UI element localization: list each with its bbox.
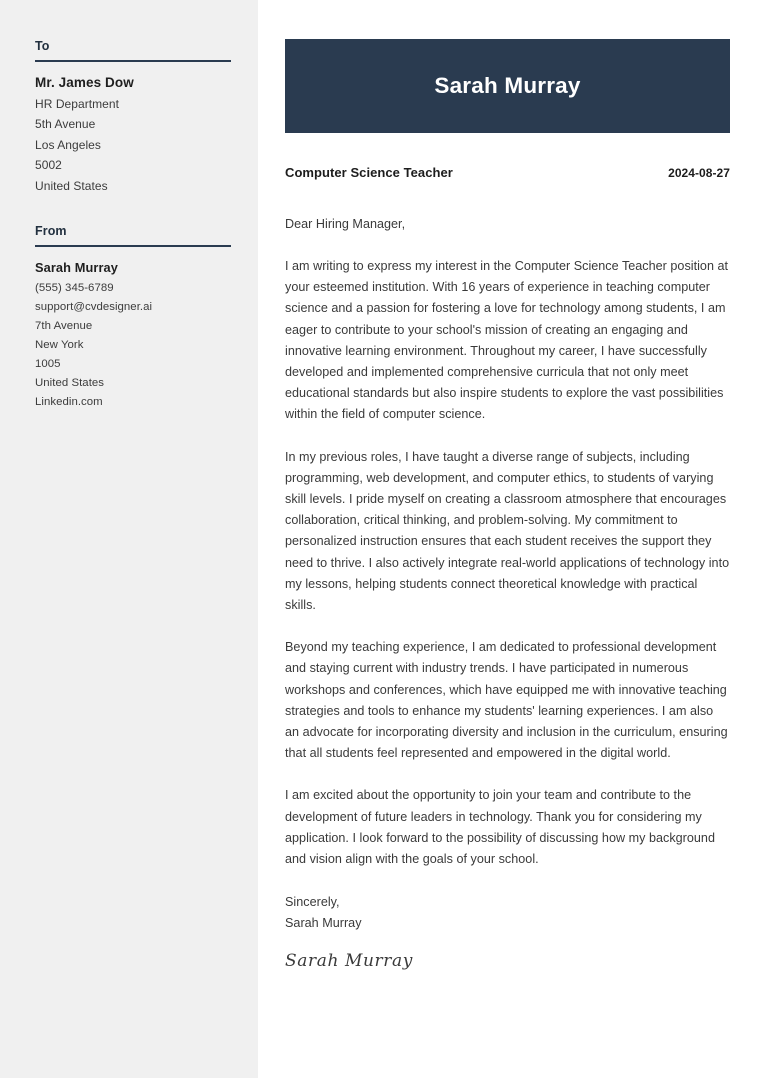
sender-block [35,224,228,412]
sender-city: New York [35,338,84,351]
recipient-line: 5002 [35,158,62,173]
letter-paragraph: Beyond my teaching experience, I am dedicated to professional development and staying current with industry trends. I have participated in numerous workshops and conferences, which have equipped me with innovative teaching strategies and tools to enhance my students' learning experiences. I am also an advocate for incorporating diversity and inclusion in the curriculum, ensuring that all students feel represented and empowered in the digital world. [285,640,728,761]
sender-divider [35,245,231,247]
closing-name: Sarah Murray [285,916,362,931]
salutation: Dear Hiring Manager, [285,217,406,231]
recipient-line: Los Angeles [35,137,101,152]
letter-content [258,0,768,1078]
sender-country: United States [35,376,105,389]
closing-block [285,892,730,934]
recipient-line: 5th Avenue [35,117,96,132]
letter-paragraph: I am excited about the opportunity to join your team and contribute to the development of future leaders in technology. Thank you for considering my application. I look forward to the possibility of discussing how my background and vision align with the goals of your school. [285,788,715,867]
sidebar [0,0,258,1078]
title-row [285,165,730,180]
name-banner [285,39,730,133]
closing-word: Sincerely, [285,895,340,910]
sender-heading: From [35,224,67,239]
sender-email: support@cvdesigner.ai [35,300,153,313]
applicant-name: Sarah Murray [434,73,581,98]
recipient-block [35,39,228,196]
recipient-line: United States [35,178,108,193]
sender-phone: (555) 345-6789 [35,281,114,294]
job-title: Computer Science Teacher [285,165,453,180]
letter-date: 2024-08-27 [668,166,730,180]
recipient-name: Mr. James Dow [35,74,134,90]
signature: Sarah Murray [285,950,413,971]
sender-linkedin: Linkedin.com [35,395,103,408]
recipient-line: HR Department [35,96,120,111]
sender-name: Sarah Murray [35,259,118,275]
sender-postcode: 1005 [35,357,61,370]
sender-street: 7th Avenue [35,319,93,332]
letter-paragraph: In my previous roles, I have taught a diverse range of subjects, including programming, web development, and computer ethics, to students of varying skill levels. I pride myself on creating a classroom atmosphere that encourages collaboration, critical thinking, and problem-solving. My commitment to personalized instruction ensures that each student receives the support they need to thrive. I also actively integrate real-world applications of technology into my lessons, helping students connect theoretical knowledge with practical skills. [285,449,730,613]
recipient-divider [35,60,231,62]
letter-body [285,214,730,971]
recipient-heading: To [35,39,50,53]
letter-paragraph: I am writing to express my interest in the Computer Science Teacher position at your esteemed institution. With 16 years of experience in teaching computer science and a passion for fostering a love for technology among students, I am eager to contribute to your school's mission of creating an engaging and innovative learning environment. Throughout my career, I have successfully developed and implemented comprehensive curricula that not only meet educational standards but also inspire students to explore the vast possibilities within the field of computer science. [285,259,729,422]
